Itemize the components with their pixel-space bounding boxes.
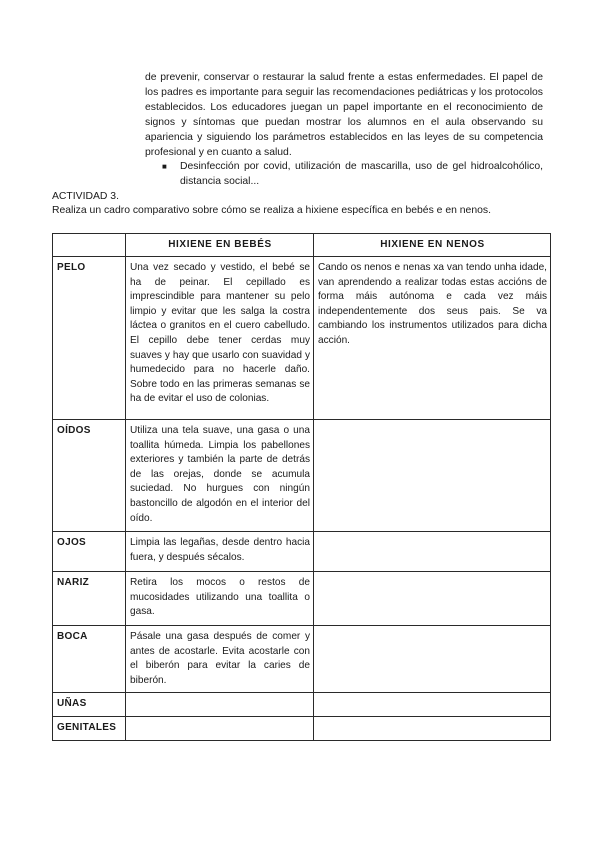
cell-bebes: Una vez secado y vestido, el bebé se ha de peinar. El cepillado es imprescindible para mantener su pelo limpio y evitar que les salga la costra láctea o granitos en el cuero cabelludo. El cepillo debe tener cerdas muy suaves y hay que usarlo con suavidad y humedecido para no hacerle daño. Sobre todo en las primeras semanas se ha de evitar el uso de colonias. [126,257,314,420]
table-row-oidos [53,420,551,532]
table-row-boca [53,626,551,693]
cell-bebes: Retira los mocos o restos de mucosidades utilizando una toallita o gasa. [126,572,314,626]
bullet-square-icon: ■ [162,162,167,171]
bullet-text: Desinfección por covid, utilización de mascarilla, uso de gel hidroalcohólico, distancia social... [180,161,543,188]
row-label: PELO [53,257,126,420]
cell-bebes: Pásale una gasa después de comer y antes de acostarle. Evita acostarle con el biberón para evitar la caries de biberón. [126,626,314,693]
row-label: OJOS [53,532,126,572]
cell-bebes [126,716,314,740]
table-row-pelo [53,257,551,420]
row-label: GENITALES [53,716,126,740]
cell-nenos [314,716,551,740]
cell-nenos: Cando os nenos e nenas xa van tendo unha idade, van aprendendo a realizar todas estas accións de forma máis autónoma e cada vez máis independentemente dos seus pais. Se va cambiando los instrumentos utilizados para dicha acción. [314,257,551,420]
cell-nenos [314,572,551,626]
table-row-unas [53,693,551,717]
bullet-item [162,159,543,189]
table-header-row [53,234,551,257]
row-label: UÑAS [53,693,126,717]
comparison-table [52,233,551,741]
row-label: NARIZ [53,572,126,626]
intro-paragraph: de prevenir, conservar o restaurar la salud frente a estas enfermedades. El papel de los padres es importante para seguir las recomendaciones pediátricas y los protocolos establecidos. Los educadores juegan un papel importante en el reconocimiento de signos y síntomas que puedan mostrar los alumnos en el aula observando su apariencia y siguiendo los parámetros establecidos en las leyes de su competencia profesional y en cuanto a salud. [145,72,543,159]
cell-nenos [314,693,551,717]
cell-bebes: Utiliza una tela suave, una gasa o una toallita húmeda. Limpia los pabellones exteriores y también la parte de detrás de las orejas, donde se acumula suciedad. No hurgues con ningún bastoncillo de algodón en el interior del oído. [126,420,314,532]
cell-bebes [126,693,314,717]
header-nenos: HIXIENE EN NENOS [314,234,551,257]
cell-bebes: Limpia las legañas, desde dentro hacia fuera, y después sécalos. [126,532,314,572]
header-bebes: HIXIENE EN BEBÉS [126,234,314,257]
activity-description: Realiza un cadro comparativo sobre cómo se realiza a hixiene específica en bebés e en nenos. [52,205,491,216]
activity-title: ACTIVIDAD 3. [52,191,119,202]
cell-nenos [314,532,551,572]
table-row-ojos [53,532,551,572]
row-label: OÍDOS [53,420,126,532]
table-row-genitales [53,716,551,740]
cell-nenos [314,420,551,532]
table-row-nariz [53,572,551,626]
cell-nenos [314,626,551,693]
row-label: BOCA [53,626,126,693]
header-empty-cell [53,234,126,257]
